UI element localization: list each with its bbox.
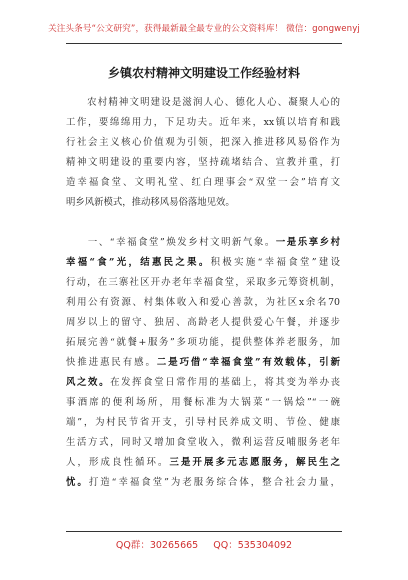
text-run: 拓展完善“就餐+服务”多项功能，提供整体养老服务，加 — [66, 337, 340, 348]
text-run: 周岁以上的留守、独居、高龄老人提供爱心午餐，并逐步 — [66, 317, 340, 328]
text-run: 生活方式，同时又增加食堂收入，微利运营反哺服务老年 — [66, 437, 340, 448]
bold-heading-run: 一是乐享乡村 — [275, 237, 340, 248]
text-run: 快推进惠民有感。 — [66, 357, 157, 368]
body-line — [66, 93, 340, 113]
text-run: 事酒席的便利场所，用餐标准为大锅菜“一锅烩”“一碗 — [66, 397, 340, 408]
text-run: 农村精神文明建设是滋润人心、德化人心、凝聚人心的 — [66, 97, 340, 108]
footer-contacts — [0, 537, 408, 551]
body-line — [66, 393, 340, 413]
bold-heading-run: 三是开展多元志愿服务，解民生之 — [169, 457, 340, 468]
body-line — [66, 233, 340, 253]
text-run: 利用公有资源、村集体收入和爱心善款，为社区x余名70 — [66, 297, 340, 308]
text-run: 工作，要绵绵用力，下足功夫。近年来，xx镇以培育和践 — [66, 117, 340, 128]
body-line — [66, 313, 340, 333]
footer-divider — [66, 531, 342, 532]
body-line — [66, 133, 340, 153]
footer-qq: QQ：535304092 — [213, 540, 293, 551]
body-line — [66, 333, 340, 353]
text-run: 打造“幸福食堂”为老服务综合体，整合社会力量， — [88, 477, 340, 488]
document-title: 乡镇农村精神文明建设工作经验材料 — [107, 66, 300, 80]
text-run: 积极实施“幸福食堂”建设 — [210, 257, 340, 268]
body-line — [66, 153, 340, 173]
text-run: 人，形成良性循环。 — [66, 457, 170, 468]
text-run: 在发挥食堂日常作用的基础上，将其变为举办丧 — [110, 377, 340, 388]
header-divider — [66, 43, 342, 44]
text-run: 端”，为村民节省开支，引导村民养成文明、节俭、健康 — [66, 417, 340, 428]
text-run: 造幸福食堂、文明礼堂、红白理事会“双堂一会”培育文 — [66, 177, 340, 188]
body-line — [66, 193, 340, 213]
bold-heading-run: 风之效。 — [66, 377, 111, 388]
body-line — [66, 433, 340, 453]
footer-qq-group: QQ群：30265665 — [115, 540, 199, 551]
body-line — [66, 173, 340, 193]
header-banner: 关注头条号“公文研究”，获得最新最全最专业的公文资料库！ 微信：gongwenyj — [48, 24, 360, 34]
bold-heading-run: 忧。 — [66, 477, 89, 488]
body-line — [66, 453, 340, 473]
body-line — [66, 273, 340, 293]
bold-heading-run: 二是巧借“幸福食堂”有效载体，引新 — [156, 357, 340, 368]
body-line — [66, 113, 340, 133]
body-line — [66, 413, 340, 433]
text-run: 一、“幸福食堂”焕发乡村文明新气象。 — [66, 237, 276, 248]
text-run: 精神文明建设的重要内容，坚持疏堵结合、宣教并重，打 — [66, 157, 340, 168]
bold-heading-run: 幸福“食”光，结惠民之果。 — [66, 257, 211, 268]
text-run: 行动，在三寨社区开办老年幸福食堂，采取多元筹资机制， — [66, 277, 340, 288]
text-run: 明乡风新模式，推动移风易俗落地见效。 — [66, 197, 235, 208]
body-line — [66, 473, 340, 493]
body-line — [66, 353, 340, 373]
body-line — [66, 253, 340, 273]
text-run: 行社会主义核心价值观为引领，把深入推进移风易俗作为 — [66, 137, 340, 148]
body-line — [66, 373, 340, 393]
document-body — [66, 93, 340, 493]
body-line — [66, 213, 340, 233]
body-line — [66, 293, 340, 313]
